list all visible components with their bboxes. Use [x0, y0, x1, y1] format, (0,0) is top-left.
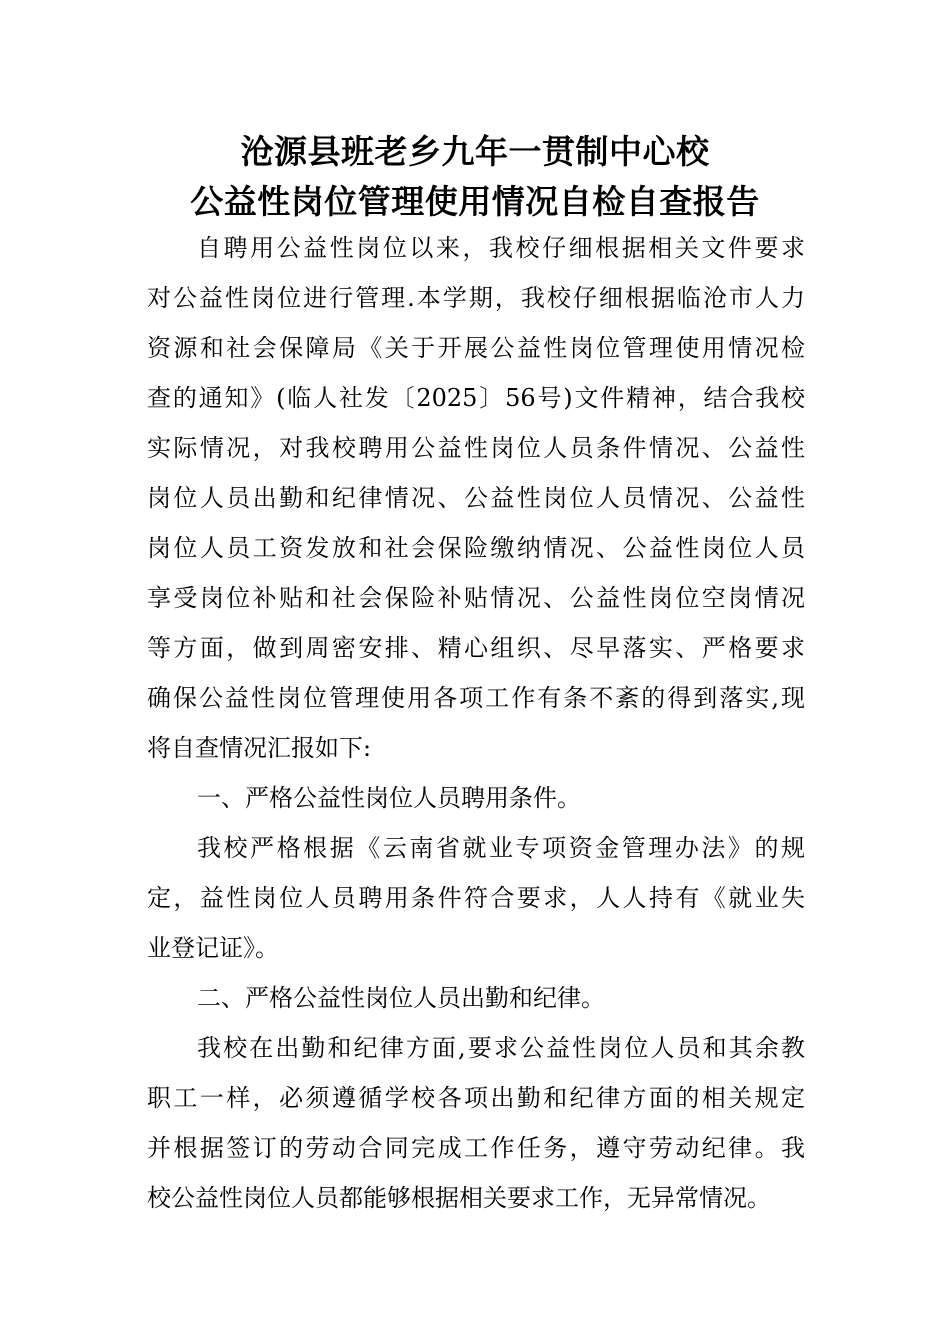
paragraph-line: 享受岗位补贴和社会保险补贴情况、公益性岗位空岗情况 — [147, 584, 805, 612]
paragraph-line: 自聘用公益性岗位以来，我校仔细根据相关文件要求 — [197, 234, 805, 262]
paragraph-line: 确保公益性岗位管理使用各项工作有条不紊的得到落实,现 — [147, 684, 805, 712]
paragraph-line: 我校在出勤和纪律方面,要求公益性岗位人员和其余教 — [197, 1034, 805, 1062]
section-heading-2: 二、严格公益性岗位人员出勤和纪律。 — [197, 984, 605, 1012]
paragraph-line: 业登记证》。 — [147, 934, 279, 962]
document-title-line-1: 沧源县班老乡九年一贯制中心校 — [240, 132, 710, 171]
paragraph-line: 查的通知》(临人社发〔2025〕56号)文件精神，结合我校 — [147, 384, 805, 412]
paragraph-line: 校公益性岗位人员都能够根据相关要求工作，无异常情况。 — [147, 1184, 771, 1212]
paragraph-line: 实际情况，对我校聘用公益性岗位人员条件情况、公益性 — [147, 434, 805, 462]
paragraph-line: 我校严格根据《云南省就业专项资金管理办法》的规 — [197, 834, 805, 862]
paragraph-line: 岗位人员出勤和纪律情况、公益性岗位人员情况、公益性 — [147, 484, 805, 512]
paragraph-line: 并根据签订的劳动合同完成工作任务，遵守劳动纪律。我 — [147, 1134, 805, 1162]
paragraph-line: 定，益性岗位人员聘用条件符合要求，人人持有《就业失 — [147, 884, 805, 912]
document-title-line-2: 公益性岗位管理使用情况自检自查报告 — [190, 182, 760, 221]
section-heading-1: 一、严格公益性岗位人员聘用条件。 — [197, 784, 581, 812]
paragraph-line: 对公益性岗位进行管理.本学期，我校仔细根据临沧市人力 — [147, 284, 805, 312]
paragraph-line: 职工一样，必须遵循学校各项出勤和纪律方面的相关规定 — [147, 1084, 805, 1112]
paragraph-line: 等方面，做到周密安排、精心组织、尽早落实、严格要求 — [147, 634, 805, 662]
paragraph-line: 将自查情况汇报如下: — [147, 734, 372, 762]
paragraph-line: 资源和社会保障局《关于开展公益性岗位管理使用情况检 — [147, 334, 805, 362]
paragraph-line: 岗位人员工资发放和社会保险缴纳情况、公益性岗位人员 — [147, 534, 805, 562]
